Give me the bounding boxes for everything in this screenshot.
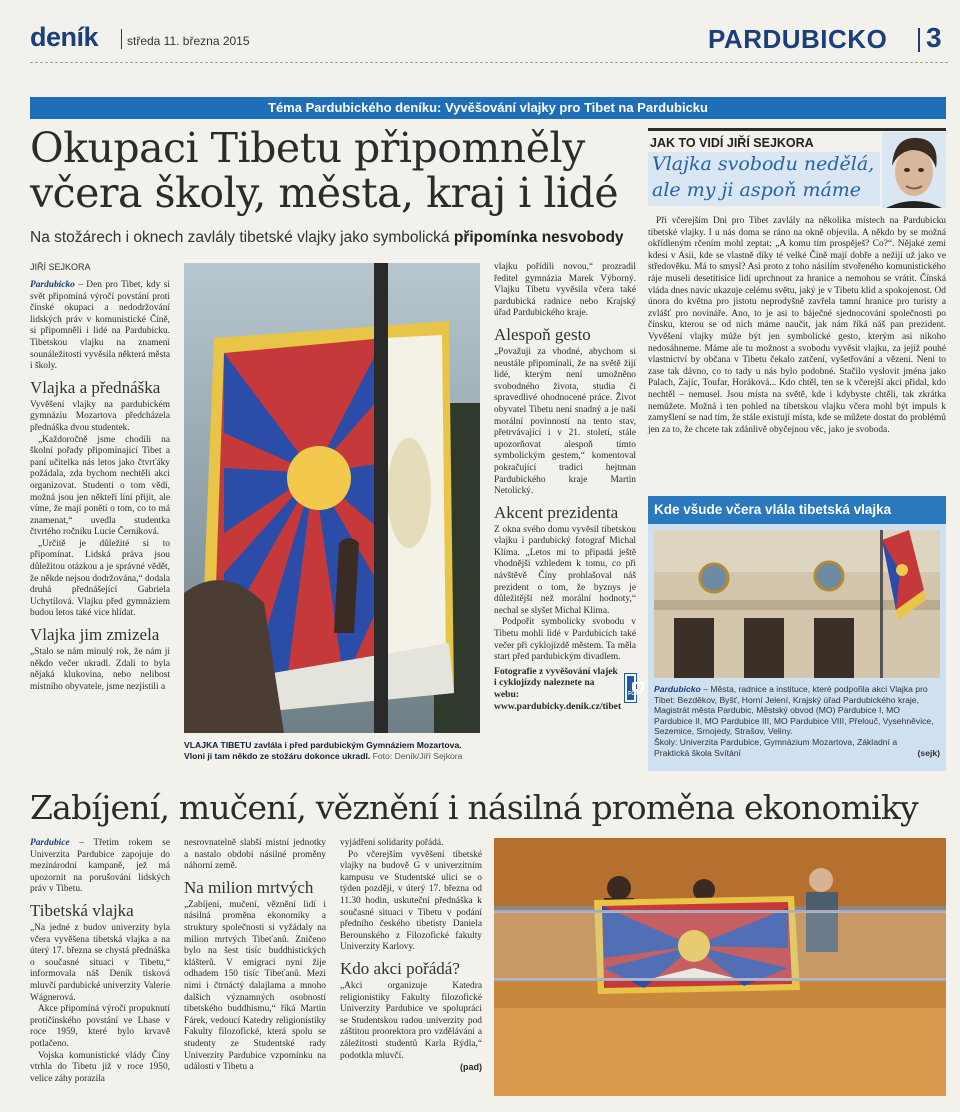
- paragraph: nesrovnatelně slabší místní jednotky a nastalo období násilné proměny náhorní země.: [184, 838, 326, 872]
- masthead-page-divider: [918, 28, 920, 52]
- main-col-3: [494, 262, 642, 767]
- theme-bar: [30, 97, 946, 119]
- masthead-region: PARDUBICKO: [708, 24, 888, 54]
- places-box-text: [654, 684, 940, 758]
- places-schools: Školy: Univerzita Pardubice, Gymnázium Mozartova, Základní a Praktická škola Svítání: [654, 736, 898, 758]
- paragraph: Vojska komunistické vlády Číny vtrhla do Tibetu již v roce 1950, velice záhy porazila: [30, 1050, 170, 1084]
- opinion-rule: [648, 128, 946, 131]
- opinion-label: JAK TO VIDÍ JIŘÍ SEJKORA: [650, 136, 814, 150]
- opinion-title-box: [648, 152, 880, 206]
- paragraph: „Akci organizuje Katedra religionistiky Fakulty filozofické Univerzity Pardubice ve spolupráci se Studentskou radou univerzity pod záštitou proorektora pro vzdělávání a záležitosti studentů Karla Rýdla,“ podotkla mluvčí.: [340, 980, 482, 1061]
- main-deck: [30, 229, 650, 247]
- masthead-rule: [30, 62, 948, 63]
- paragraph: Z okna svého domu vyvěsil tibetskou vlajku i pardubický fotograf Michal Klíma. „Letos mi to připadá ještě vhodnější vzhledem k tomu, co při návštěvě Číny prohlašoval náš prezident o tom, že byznys je důležitější než morální hodnoty,“ nechal se slyšet Michal Klíma.: [494, 524, 636, 616]
- theme-bar-text: Téma Pardubického deníku: Vyvěšování vlajky pro Tibet na Pardubicku: [268, 100, 708, 115]
- second-lead-place: Pardubice: [30, 838, 70, 848]
- subhead-vlajka-jim-zmizela: Vlajka jim zmizela: [30, 625, 160, 645]
- places-box: [648, 496, 946, 771]
- paragraph: „Stalo se nám minulý rok, že nám ji někdo večer ukradl. Zdali to byla nějaká klukovina, nebo nelibost místního obyvatele, jsme nezjistili a: [30, 647, 170, 692]
- second-lead-text: – Třetím rokem se Univerzita Pardubice zapojuje do mezinárodní kampaně, jež má upozornit na porušování lidských práv v Tibetu.: [30, 838, 170, 895]
- author-portrait: [882, 132, 946, 208]
- masthead-logo[interactable]: deník: [30, 22, 99, 52]
- opinion-title-line-2: ale my ji aspoň máme: [652, 179, 862, 201]
- photo-credit: Foto: Deník/Jiří Sejkora: [370, 750, 463, 761]
- paragraph: vyjádření solidarity pořádá.: [340, 838, 444, 848]
- main-headline: [30, 126, 640, 216]
- photo-caption: [184, 740, 484, 761]
- second-photo[interactable]: [494, 838, 946, 1096]
- subhead-akcent-prezidenta: Akcent prezidenta: [494, 502, 619, 522]
- subhead-vlajka-a-prednaska: Vlajka a přednáška: [30, 377, 161, 397]
- subhead-na-milion-mrtvych: Na milion mrtvých: [184, 877, 314, 897]
- paragraph: „Určitě je důležité si to připomínat. Lidská práva jsou důležitou otázkou a je správné vědět, že někde nejsou dodržována,“ dodala druhá přednášející Gabriela Uchytilová. Vlajku před gymnáziem budou letos také více hlídat.: [30, 538, 170, 619]
- places-box-header: [648, 496, 946, 524]
- paragraph: Podpořit symbolicky svobodu v Tibetu mohli lidé v Pardubicích také večer při cyklojízdě městem. Ta měla start před pardubickým divadlem.: [494, 617, 636, 663]
- places-sign: (sejk): [917, 747, 940, 758]
- paragraph: vlajku pořídili novou,“ prozradil ředitel gymnázia Marek Výborný. Vlajku Tibetu vyvěsila včera také pardubická radnice nebo Krajský úřad Pardubického kraje.: [494, 262, 636, 319]
- places-list: – Města, radnice a instituce, které podpořila akci Vlajka pro Tibet: Bezděkov, Byšť, Horní Jelení, Krajský úřad Pardubického kraje, Magistrát města Pardubic, Městský obvod (MO) Pardubice I, MO Pardubice II, MO Pardubice III, MO Pardubice VIII, Přelouč, Vysehněvice, Sezemice, Srnojedy, Strašov, Veliny.: [654, 684, 934, 737]
- town-hall-photo: [654, 530, 940, 678]
- places-lead-place: Pardubicko: [654, 684, 701, 694]
- qr-photo-icon[interactable]: [625, 674, 642, 702]
- paragraph: Po včerejším vyvěšení tibetské vlajky na budově G v univerzitním kampusu ve Studentské ulici se o týden později, v úterý 17. března od 11.30 hodin, uskuteční přednáška k současné situaci v Tibetu v podání předního českého tibetisty Daniela Berounského z Filozofické fakulty Univerzity Karlovy.: [340, 849, 482, 953]
- paragraph: „Považuji za vhodné, abychom si neustále připomínali, že na světě žijí lidé, kterým není umožněno svobodného života, studia či spravedlivé ohodnocené práce. Život obyvatel Tibetu není snadný a je naší morální povinností na tento stav, přetrvávající i v 21. století, stále upozorňovat alespoň tímto symbolickým gestem,“ komentoval pokračující tradici hejtman Pardubického kraje Martin Netolický.: [494, 346, 636, 497]
- balcony-flag-photo: [494, 838, 946, 1096]
- lead-place: Pardubicko: [30, 280, 75, 290]
- masthead-date: středa 11. března 2015: [127, 34, 250, 48]
- author-portrait-image: [882, 132, 946, 208]
- deck-normal: Na stožárech i oknech zavlály tibetské vlajky jako symbolická: [30, 229, 450, 246]
- paragraph: „Zabíjení, mučení, věznění lidí i násilná proměna ekonomiky a struktury společnosti si vyžádaly na milion mrtvých Tibeťanů. Zničeno bylo na šest tisíc buddhistických klášterů. V emigraci nyní žije odhadem 150 tisíc Tibeťanů. Mezi nimi i čtrnáctý dalajlama a mnoho dalších významných osobností tibetského buddhismu,“ říká Martin Fárek, vedoucí Katedry religionistiky Fakulty filozofické, která spolu se studenty ze Studentské rady Univerzity Pardubice vzpomínku na události v Tibetu a: [184, 899, 326, 1073]
- subhead-tibetska-vlajka: Tibetská vlajka: [30, 900, 134, 920]
- web-promo[interactable]: Fotografie z vyvěšování vlajek i cyklojízdy naleznete na webu: www.pardubicky.denik.cz/tibet: [494, 665, 622, 712]
- qr-label: FOTO: [628, 691, 642, 698]
- lead-text: – Den pro Tibet, kdy si svět připomíná výročí povstání proti čínské okupaci a nedodržování lidských práv v komunistické Číně, si připomněli i lidé na Pardubicku. Tibetskou vlajku na znamení sounáležitosti vyvěsila některá města i školy.: [30, 280, 170, 372]
- paragraph: „Na jedné z budov univerzity byla včera vyvěšena tibetská vlajka a na úterý 17. března se chystá přednáška o současné situaci v Tibetu,“ informovala náš Deník tisková mluvčí pardubické univerzity Valerie Wágnerová.: [30, 922, 170, 1003]
- subhead-kdo-akci-poradame: Kdo akci pořádá?: [340, 958, 460, 978]
- second-col-3: [340, 838, 482, 1100]
- opinion-paragraph: Při včerejším Dni pro Tibet zavlály na několika místech na Pardubicku tibetské vlajky. I u nás doma se ráno na okně objevila. A někdo by se možná okřídleným rčením mohl zeptat: „A komu tím prospěješ? Co?“. Nějaké zemi kdesi v Asii, kde se vlastně díky té velké Číně mají dobře a nežijí už jako ve středověku. Má to smysl? Asi proto z toho násilím stvořeného komunistického ráje museli desetitisíce lidí uprchnout za hranice a nemohou se vrátit. Čínská vláda dnes navíc ukazuje celému světu, jaký je v Tibetu klid a spokojenost. Od února do května pro jistotu neprodyšně zavřela tamní hranice pro turisty a zvlášť pro novináře. Ano, to je asi to báječné sjednocování společnosti po čínsku, kterou se od nich máme naučit, jak nám říká náš pan prezident. Vyvěšení vlajky může být jen symbolické gesto, kterým asi nikoho nedosáhneme. Máme ale tu možnost a svobodu vyvěsit vlajku, za jejíž pouhé vlastnictví by občana v Tibetu čekalo zatčení, vyšetřování a vězení. Není to zase tak dávno, co to tady u nás bylo podobné. Stačilo vyslovit jména jako Palach, Zajíc, Toufar, Horáková... Kdo chtěl, ten se k včerejší akci přidal, kdo nechtěl – nemusel. Jsou místa na světě, kde i kdybyste chtěli, tak zkrátka nemůžete. Možná i ten pohled na tibetskou vlajku včera mohl být impuls k zamyšlení se nad tím, že stále existují místa, kde se můžete dostat do problémů jen za to, že chcete tak zdánlivě obyčejnou věc, jako je svoboda.: [648, 216, 946, 435]
- second-headline: Zabíjení, mučení, věznění i násilná proměna ekonomiky: [30, 788, 918, 827]
- main-col-1: [30, 280, 170, 745]
- main-photo[interactable]: [184, 263, 480, 733]
- second-col-1: [30, 838, 170, 1100]
- photo-caption-text: VLAJKA TIBETU zavlála i před pardubickým Gymnáziem Mozartova. Vloni ji tam někdo ze stožáru dokonce ukradl.: [184, 740, 462, 761]
- paragraph: „Každoročně jsme chodili na školní pořady připomínající Tibet a paní učitelka nás letos jako čtvrťáky požádala, zda bychom nechtěli akci organizovat. Studenti o tom vědí, možná jsou jen někteří líní přijít, ale víme, že mají ponětí o tom, co to má znamenat,“ uvedla studentka čtvrtého ročníku Lucie Černíková.: [30, 434, 170, 538]
- paragraph: Akce připomíná výročí propuknutí protičínského povstání ve Lhase v roce 1959, které bylo krvavě potlačeno.: [30, 1004, 170, 1049]
- headline-line-2: včera školy, města, kraj i lidé: [30, 169, 619, 217]
- subhead-alespon-gesto: Alespoň gesto: [494, 324, 591, 344]
- masthead-divider: [121, 29, 122, 49]
- tibet-flag-photo: [184, 263, 480, 733]
- masthead: [30, 20, 948, 60]
- places-box-title: Kde všude včera vlála tibetská vlajka: [654, 502, 892, 517]
- second-sign: (pad): [460, 1062, 482, 1073]
- headline-line-1: Okupaci Tibetu připomněly: [30, 124, 585, 172]
- page-number: 3: [926, 22, 942, 53]
- places-box-photo[interactable]: [654, 530, 940, 678]
- opinion-text: [648, 216, 946, 488]
- author: JIŘÍ SEJKORA: [30, 262, 91, 272]
- deck-bold: připomínka nesvobody: [453, 229, 624, 246]
- opinion-title-line-1: Vlajka svobodu nedělá,: [652, 153, 875, 175]
- paragraph: Vyvěšení vlajky na pardubickém gymnáziu Mozartova předcházela přednáška dvou studentek.: [30, 399, 170, 433]
- second-col-2: [184, 838, 326, 1100]
